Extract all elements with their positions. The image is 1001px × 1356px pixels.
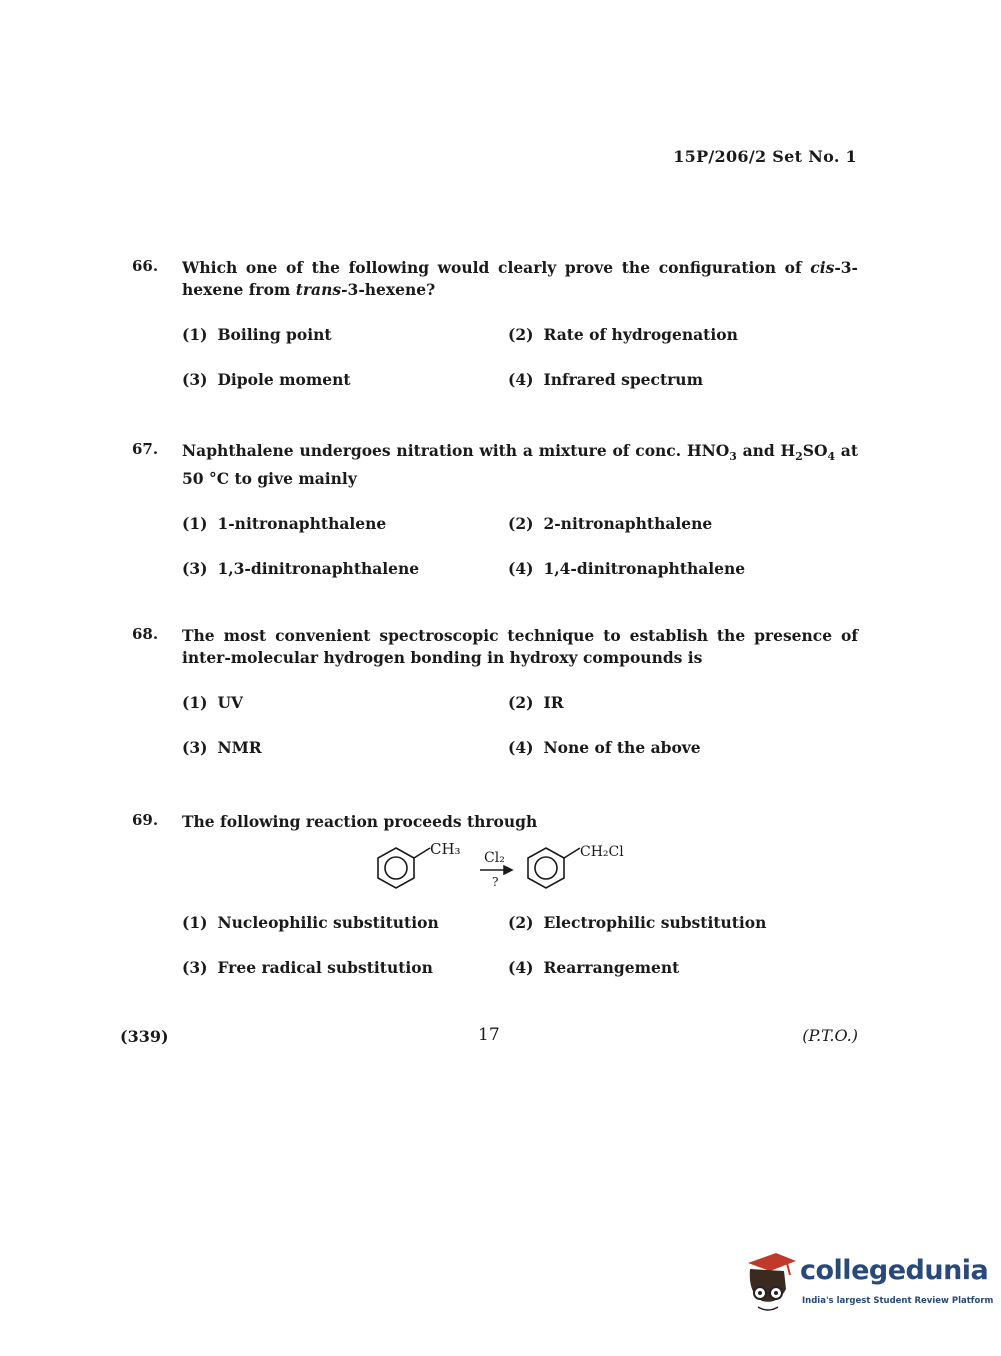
brand-name: collegedunia (800, 1255, 989, 1286)
question-66 (132, 257, 858, 415)
question-number: 69. (132, 811, 159, 829)
options (182, 325, 858, 415)
condition-label: ? (492, 875, 499, 889)
reagent-label: Cl₂ (484, 850, 505, 866)
question-text: The following reaction proceeds through (182, 812, 538, 831)
paper-code: (339) (120, 1027, 169, 1046)
question-text: Which one of the following would clearly prove the configuration of cis-3-hexene from trans-3-hexene? (182, 258, 858, 299)
option-3[interactable]: (3) NMR (182, 738, 262, 757)
collegedunia-logo[interactable] (740, 1245, 994, 1315)
question-68 (132, 625, 858, 783)
option-2[interactable]: (2) IR (508, 693, 564, 712)
question-text: The most convenient spectroscopic technique to establish the presence of inter-molecular hydrogen bonding in hydroxy compounds is (182, 626, 858, 667)
question-number: 67. (132, 440, 159, 458)
question-67 (132, 440, 858, 604)
pto-note: (P.T.O.) (802, 1026, 858, 1045)
option-3[interactable]: (3) Free radical substitution (182, 958, 433, 977)
reaction-scheme (372, 838, 652, 898)
options (182, 514, 858, 604)
option-3[interactable]: (3) Dipole moment (182, 370, 351, 389)
options (182, 913, 858, 1003)
brand-tagline: India's largest Student Review Platform (802, 1296, 994, 1306)
mascot-icon (740, 1245, 800, 1315)
question-number: 66. (132, 257, 159, 275)
option-4[interactable]: (4) None of the above (508, 738, 701, 757)
product-group: CH₂Cl (580, 844, 624, 860)
toluene-structure (378, 848, 430, 888)
question-text: Naphthalene undergoes nitration with a mixture of conc. $HNO_3$ and $H_2SO_4$ at 50 °C to give mainly (182, 441, 858, 489)
option-4[interactable]: (4) Rearrangement (508, 958, 680, 977)
reactant-group: CH₃ (430, 840, 461, 858)
page-number: 17 (478, 1025, 500, 1045)
option-4[interactable]: (4) 1,4-dinitronaphthalene (508, 559, 746, 579)
options (182, 693, 858, 783)
option-2[interactable]: (2) 2-nitronaphthalene (508, 514, 713, 534)
option-3[interactable]: (3) 1,3-dinitronaphthalene (182, 559, 420, 579)
option-4[interactable]: (4) Infrared spectrum (508, 370, 703, 389)
paper-set-code: 15P/206/2 Set No. 1 (673, 147, 857, 166)
question-number: 68. (132, 625, 159, 643)
option-1[interactable]: (1) UV (182, 693, 243, 712)
option-2[interactable]: (2) Rate of hydrogenation (508, 325, 738, 344)
arrow-icon (480, 866, 512, 874)
option-1[interactable]: (1) Boiling point (182, 325, 332, 344)
option-1[interactable]: (1) Nucleophilic substitution (182, 913, 439, 932)
benzyl-chloride-structure (528, 848, 580, 888)
option-2[interactable]: (2) Electrophilic substitution (508, 913, 767, 932)
option-1[interactable]: (1) 1-nitronaphthalene (182, 514, 387, 534)
